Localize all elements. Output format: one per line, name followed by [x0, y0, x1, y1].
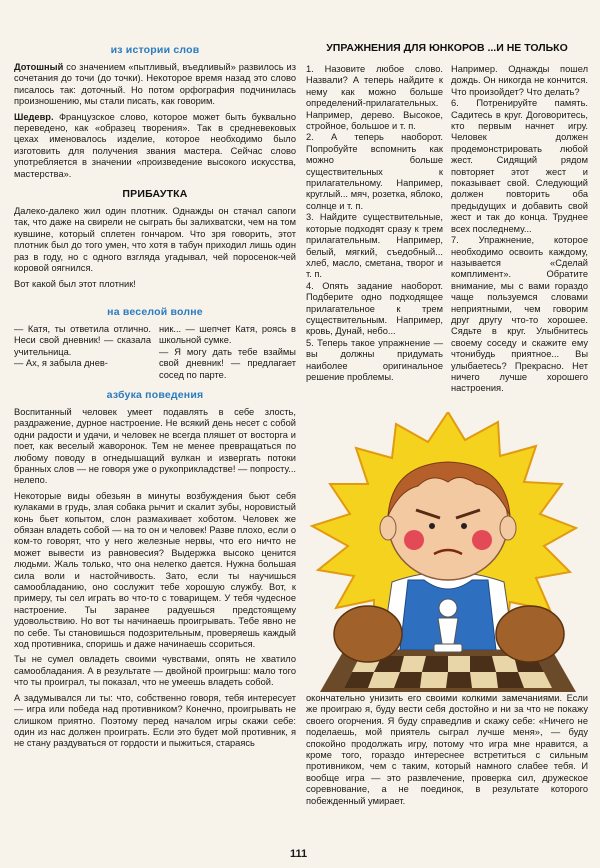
paragraph-etiquette-4: А задумывался ли ты: что, собственно говоря, тебя интересует — игра или победа над противником? Конечно, проигрывать не слишком приятно. Поэтому перед началом игры скажи себе: один из нас должен проиграть. Если это будет мой противник, я не стану раздуваться от гордости и пыжиться, стараясь	[14, 692, 296, 749]
term-dotoshny: Дотошный	[14, 62, 64, 72]
paragraph-pribautka: Далеко-далеко жил один плотник. Однажды он стачал сапоги так, что даже на свирели не сыграть бы залихватски, чем на том кувшине, который сплетен гончаром. Что зря говорить, этот плотник был до того умен, что хотя в табун приходил лишь один раз в году, но с одного взгляда угадывал, чей поросенок-чей коровой оягнился.	[14, 206, 296, 274]
paragraph-etiquette-3: Ты не сумел овладеть своими чувствами, опять не хватило самообладания. А в результате — двойной проигрыш: мало того что ты проиграл, ты показал, что не умеешь владеть собой.	[14, 654, 296, 688]
exercises-text-1: 1. Назовите любое слово. Назвали? А теперь найдите к нему как можно больше определений-прилагательных. Например, дерево. Высокое, стройное, большое и т. п. 2. А теперь наоборот. Попробуйте вспомнить как можно больше существительных к прилагательному. Например, круглый... мяч, розетка, яблоко, солнце и т. п. 3. Найдите существительные, которые подходят сразу к трем прилагательным. Например, белый, мягкий, съедобный... хлеб, масло, сметана, творог и т. п. 4. Опять задание наоборот. Подберите одно подходящее прилагательное к трем существительным. Например, кровь, Дунай, небо... 5. Теперь такое упражнение — вы должны придумать наиболее оригинальное решение проблемы.	[306, 64, 443, 382]
boxing-glove-left	[334, 606, 402, 662]
boy-ear-right	[500, 516, 516, 540]
joke-columns	[14, 324, 296, 385]
exercises-text-2: Например. Однажды пошел дождь. Он никогда не кончится. Что произойдет? Что делать? 6. Потренируйте память. Садитесь в круг. Договоритесь, кто первым начнет игру. Человек должен продемонстрировать любой жест. Сидящий рядом повторяет этот жест и показывает свой. Следующий должен повторить оба предыдущих и добавить свой жест и так до конца. Труднее всех последнему... 7. Упражнение, которое необходимо освоить каждому, называется «Сделай комплимент». Обратите внимание, мы с вами гораздо чаще пользуемся словами неприятными, чем говорим друг другу что-то хорошее. Сядьте в круг. Улыбнитесь своему соседу и скажите ему чтонибудь приятное... Вы улыбаетесь? Прекрасно. Нет ничего лучше хорошего настроения.	[451, 64, 588, 394]
angry-boy-chess-illustration	[300, 412, 596, 692]
exercises-col-2	[451, 64, 588, 399]
exercises-columns	[306, 64, 588, 399]
boy-cheek-right	[472, 530, 492, 550]
boy-eye-right	[461, 523, 467, 529]
joke-col-1: — Катя, ты ответила отлично. Неси свой дневник! — сказала учительница. — Ах, я забыла днев-	[14, 323, 151, 369]
text-shedevr: Французское слово, которое может быть буквально переведено, как «образец творения». Так в средневековых цехах именовалось изделие, которое необходимо было изготовить для получения звания мастера. Сейчас слово употребляется в значении «произведение высокого искусства, мастерства».	[14, 111, 296, 179]
bottom-right-text	[306, 693, 588, 811]
page-number: 111	[290, 848, 308, 860]
paragraph-dotoshny	[14, 62, 296, 108]
paragraph-shedevr	[14, 112, 296, 180]
paragraph-etiquette-1: Воспитанный человек умеет подавлять в себе злость, раздражение, дурное настроение. Не всякий день несет с собой одни радости и удачи, и человек не всегда пляшет от восторга и поет, как веселый жаворонок. Тем не менее превращаться по любому поводу в огнедышащий вулкан и извергать потоки бранных слов — не говоря уже о рукоприкладстве! — попросту... нелепо.	[14, 406, 296, 486]
paragraph-pribautka-end: Вот какой был этот плотник!	[14, 278, 136, 289]
exercises-title: УПРАЖНЕНИЯ ДЛЯ ЮНКОРОВ ...И НЕ ТОЛЬКО	[326, 42, 568, 54]
exercises-col-1	[306, 64, 443, 399]
paragraph-etiquette-2: Некоторые виды обезьян в минуты возбуждения бьют себя кулаками в грудь, злая собака рычит и скалит зубы, норовистый конь бьет копытом, слон размахивает хоботом. Человек же обязан владеть собой — на то он и человек! Разве плохо, если о ком-то говорят, что у него железные нервы, что его ничто не может вывести из равновесия? Выдержка высоко ценится людьми. Жаль только, что она нелегко дается. Нужна большая сила воли и настойчивость. Зато, если ты научишься самообладанию, оно сослужит тебе хорошую службу. Вот, к примеру, ты сел играть во что-то с товарищем. У тебя чудесное настроение. Ты заранее радуешься предстоящему удовольствию. Но вот ты начинаешь проигрывать. Тебе явно не по себе. Ты становишься подозрительным, проверяешь каждый ход противника, споришь и даже начинаешь ссориться.	[14, 490, 296, 650]
boy-cheek-left	[404, 530, 424, 550]
joke-col-2: ник... — шепчет Катя, роясь в школьной сумке. — Я могу дать тебе взаймы свой дневник! — предлагает сосед по парте.	[159, 323, 296, 380]
right-column	[306, 42, 588, 399]
section-title-etiquette: азбука поведения	[106, 388, 204, 401]
boxing-glove-right	[496, 606, 564, 662]
boy-ear-left	[380, 516, 396, 540]
boy-eye-left	[429, 523, 435, 529]
paragraph-etiquette-continued: окончательно унизить его своими колкими замечаниями. Если же проиграю я, буду вести себя достойно и ни за что не покажу своего огорчения. Я буду справедлив и скажу себе: «Ничего не поделаешь, мой приятель сыграл лучше меня», — буду спокойно продолжать игру, потому что игра мне нравится, а кроме того, гораздо интереснее встретиться с сильным противником, чем с таким, который намного слабее тебя. И вообще игра — это развлечение, проверка сил, дружеское соревнование, а не поединок, в результате которого побежденный умирает.	[306, 693, 588, 806]
term-shedevr: Шедевр.	[14, 111, 54, 122]
text-dotoshny: со значением «пытливый, въедливый» развилось из сочетания до точи (до точки). Некоторое время назад это слово писалось так: доточный. Но потом орфография подчинилась произношению, мы стали писать, как говорим.	[14, 62, 296, 107]
section-title-pribautka: ПРИБАУТКА	[122, 188, 188, 201]
section-title-merry-wave: на веселой волне	[107, 305, 203, 318]
section-title-word-history: из истории слов	[110, 44, 200, 56]
left-column	[14, 40, 296, 754]
